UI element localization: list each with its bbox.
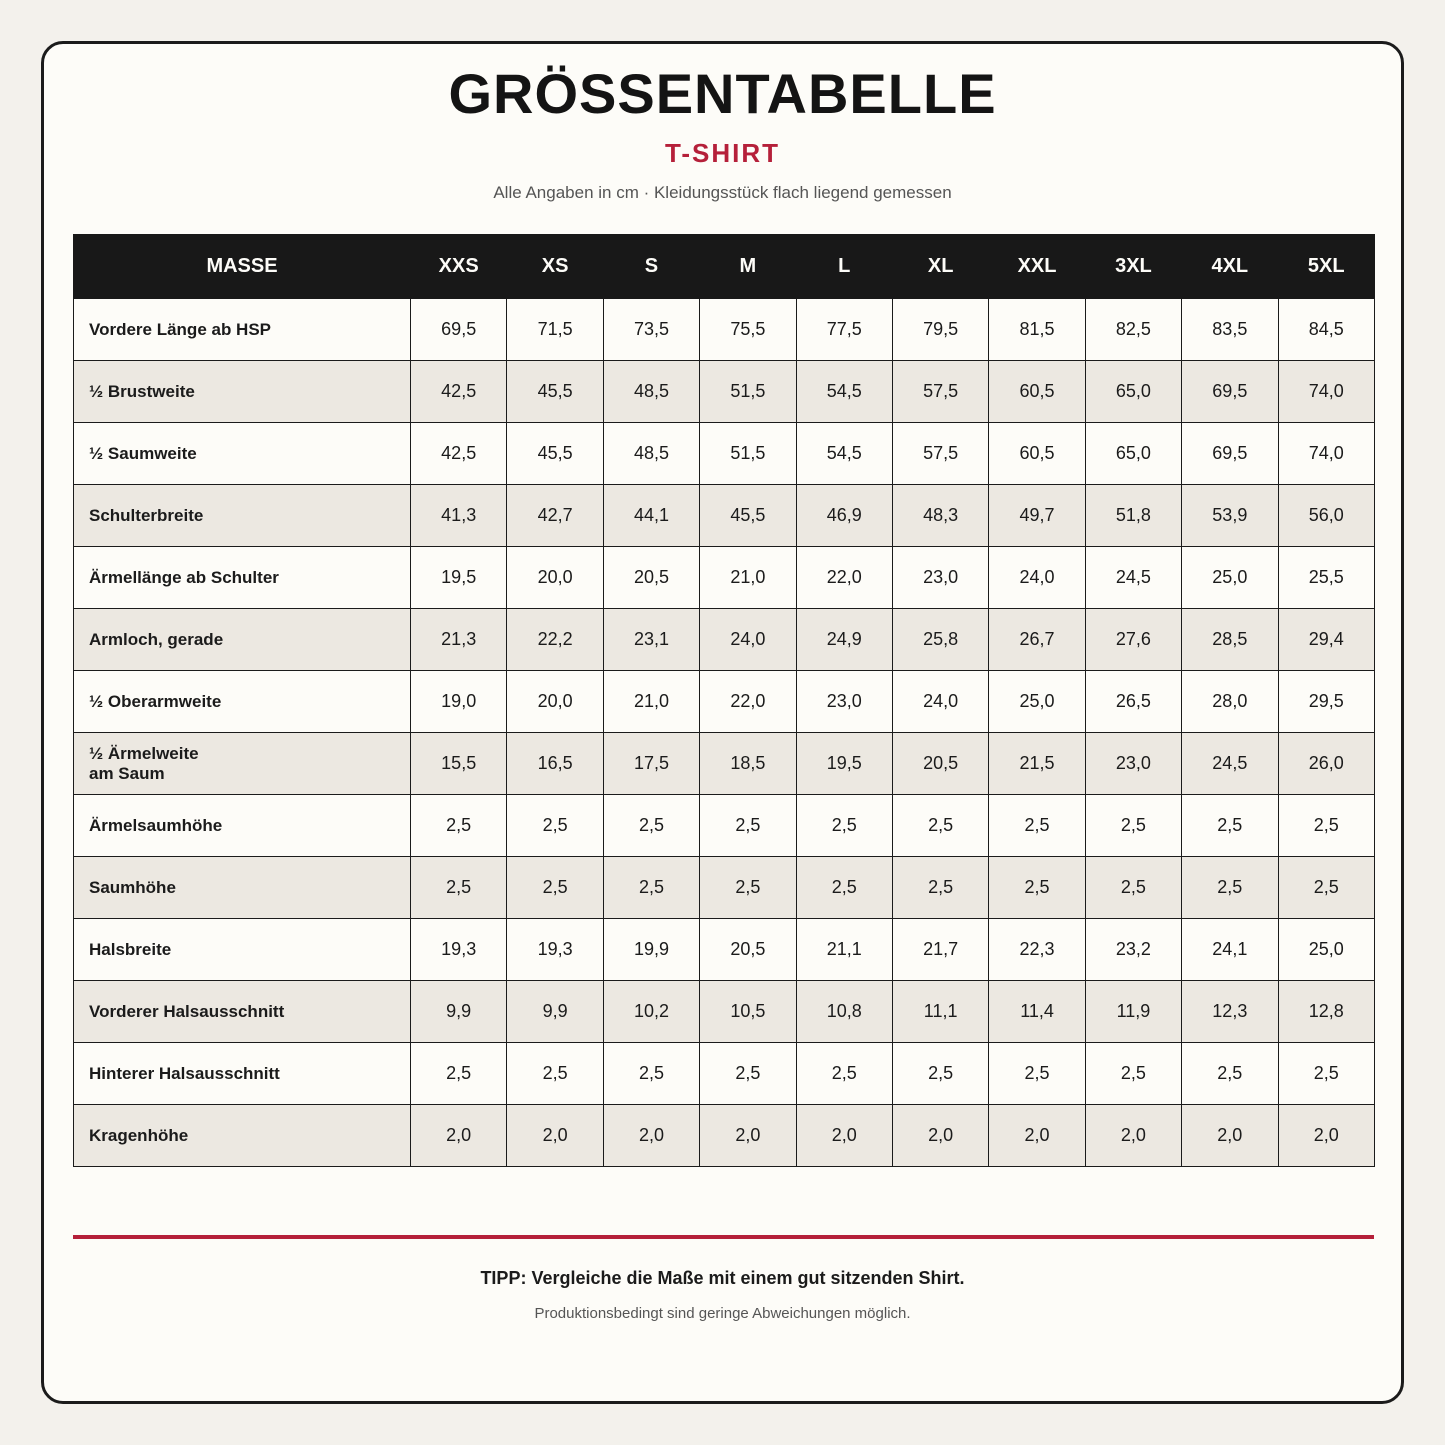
table-cell: 2,5 xyxy=(411,1043,507,1105)
table-cell: 2,5 xyxy=(507,857,603,919)
table-cell: 42,5 xyxy=(411,361,507,423)
table-cell: 17,5 xyxy=(603,733,699,795)
table-cell: 24,0 xyxy=(892,671,988,733)
table-cell: 20,0 xyxy=(507,671,603,733)
table-cell: 2,5 xyxy=(1182,857,1278,919)
table-cell: 48,5 xyxy=(603,361,699,423)
table-cell: 83,5 xyxy=(1182,299,1278,361)
column-header-size: 5XL xyxy=(1278,235,1374,299)
table-cell: 21,1 xyxy=(796,919,892,981)
table-row xyxy=(74,1105,1375,1167)
table-cell: 51,5 xyxy=(700,423,796,485)
table-cell: 69,5 xyxy=(411,299,507,361)
row-label: Schulterbreite xyxy=(74,485,411,547)
table-cell: 45,5 xyxy=(507,361,603,423)
table-cell: 2,5 xyxy=(603,1043,699,1105)
table-cell: 25,8 xyxy=(892,609,988,671)
table-cell: 2,5 xyxy=(1278,857,1374,919)
table-cell: 16,5 xyxy=(507,733,603,795)
table-cell: 74,0 xyxy=(1278,423,1374,485)
table-cell: 23,0 xyxy=(796,671,892,733)
table-cell: 25,5 xyxy=(1278,547,1374,609)
table-cell: 51,5 xyxy=(700,361,796,423)
table-cell: 57,5 xyxy=(892,361,988,423)
column-header-size: 4XL xyxy=(1182,235,1278,299)
table-cell: 56,0 xyxy=(1278,485,1374,547)
table-cell: 2,5 xyxy=(796,795,892,857)
column-header-measure: MASSE xyxy=(74,235,411,299)
table-cell: 77,5 xyxy=(796,299,892,361)
table-cell: 19,0 xyxy=(411,671,507,733)
table-cell: 28,5 xyxy=(1182,609,1278,671)
page-title: GRÖSSENTABELLE xyxy=(448,62,997,125)
table-cell: 69,5 xyxy=(1182,423,1278,485)
table-cell: 42,7 xyxy=(507,485,603,547)
table-cell: 48,3 xyxy=(892,485,988,547)
table-cell: 11,9 xyxy=(1085,981,1181,1043)
table-cell: 48,5 xyxy=(603,423,699,485)
fine-print: Produktionsbedingt sind geringe Abweichungen möglich. xyxy=(534,1305,911,1322)
table-cell: 2,5 xyxy=(1278,1043,1374,1105)
table-cell: 19,5 xyxy=(796,733,892,795)
row-label: Hinterer Halsausschnitt xyxy=(74,1043,411,1105)
row-label: Vorderer Halsausschnitt xyxy=(74,981,411,1043)
table-cell: 26,5 xyxy=(1085,671,1181,733)
measurement-note: Alle Angaben in cm · Kleidungsstück flach liegend gemessen xyxy=(493,183,952,202)
table-cell: 29,4 xyxy=(1278,609,1374,671)
table-row xyxy=(74,485,1375,547)
table-cell: 23,1 xyxy=(603,609,699,671)
table-cell: 2,5 xyxy=(603,795,699,857)
table-cell: 42,5 xyxy=(411,423,507,485)
table-cell: 2,0 xyxy=(507,1105,603,1167)
table-cell: 57,5 xyxy=(892,423,988,485)
table-cell: 65,0 xyxy=(1085,423,1181,485)
table-cell: 9,9 xyxy=(411,981,507,1043)
table-row xyxy=(74,299,1375,361)
table-cell: 69,5 xyxy=(1182,361,1278,423)
table-cell: 25,0 xyxy=(989,671,1085,733)
table-cell: 2,0 xyxy=(892,1105,988,1167)
table-cell: 54,5 xyxy=(796,361,892,423)
table-cell: 71,5 xyxy=(507,299,603,361)
table-cell: 11,1 xyxy=(892,981,988,1043)
table-cell: 2,0 xyxy=(989,1105,1085,1167)
table-row xyxy=(74,547,1375,609)
table-cell: 23,2 xyxy=(1085,919,1181,981)
row-label: Halsbreite xyxy=(74,919,411,981)
table-cell: 20,0 xyxy=(507,547,603,609)
table-body xyxy=(74,299,1375,1167)
table-cell: 22,2 xyxy=(507,609,603,671)
table-cell: 54,5 xyxy=(796,423,892,485)
row-label: Armloch, gerade xyxy=(74,609,411,671)
table-cell: 21,5 xyxy=(989,733,1085,795)
table-cell: 41,3 xyxy=(411,485,507,547)
table-row xyxy=(74,919,1375,981)
table-cell: 2,5 xyxy=(892,857,988,919)
table-cell: 49,7 xyxy=(989,485,1085,547)
table-cell: 23,0 xyxy=(1085,733,1181,795)
table-cell: 2,5 xyxy=(411,795,507,857)
accent-divider xyxy=(73,1235,1374,1239)
table-cell: 21,0 xyxy=(700,547,796,609)
row-label: ½ Oberarmweite xyxy=(74,671,411,733)
table-cell: 10,2 xyxy=(603,981,699,1043)
row-label: Ärmelsaumhöhe xyxy=(74,795,411,857)
table-cell: 2,5 xyxy=(796,1043,892,1105)
table-cell: 10,5 xyxy=(700,981,796,1043)
table-cell: 23,0 xyxy=(892,547,988,609)
table-cell: 79,5 xyxy=(892,299,988,361)
table-cell: 2,5 xyxy=(1085,795,1181,857)
table-cell: 2,5 xyxy=(989,795,1085,857)
table-cell: 2,0 xyxy=(1278,1105,1374,1167)
table-cell: 24,9 xyxy=(796,609,892,671)
table-cell: 44,1 xyxy=(603,485,699,547)
size-chart-card xyxy=(41,41,1404,1404)
table-cell: 25,0 xyxy=(1278,919,1374,981)
table-cell: 2,5 xyxy=(989,857,1085,919)
table-cell: 51,8 xyxy=(1085,485,1181,547)
table-row xyxy=(74,609,1375,671)
table-cell: 26,7 xyxy=(989,609,1085,671)
table-cell: 9,9 xyxy=(507,981,603,1043)
table-cell: 81,5 xyxy=(989,299,1085,361)
table-cell: 60,5 xyxy=(989,361,1085,423)
table-cell: 12,3 xyxy=(1182,981,1278,1043)
table-cell: 11,4 xyxy=(989,981,1085,1043)
table-cell: 19,9 xyxy=(603,919,699,981)
table-cell: 45,5 xyxy=(700,485,796,547)
table-cell: 65,0 xyxy=(1085,361,1181,423)
table-cell: 21,3 xyxy=(411,609,507,671)
table-row xyxy=(74,361,1375,423)
table-cell: 19,3 xyxy=(411,919,507,981)
table-cell: 2,0 xyxy=(796,1105,892,1167)
table-cell: 84,5 xyxy=(1278,299,1374,361)
table-row xyxy=(74,795,1375,857)
table-cell: 2,5 xyxy=(1278,795,1374,857)
table-cell: 2,5 xyxy=(1085,857,1181,919)
table-cell: 2,5 xyxy=(507,1043,603,1105)
table-cell: 21,0 xyxy=(603,671,699,733)
column-header-size: XL xyxy=(892,235,988,299)
column-header-size: XXS xyxy=(411,235,507,299)
table-cell: 19,3 xyxy=(507,919,603,981)
table-row xyxy=(74,733,1375,795)
table-cell: 60,5 xyxy=(989,423,1085,485)
table-cell: 2,5 xyxy=(989,1043,1085,1105)
table-cell: 20,5 xyxy=(700,919,796,981)
size-table xyxy=(73,234,1375,1167)
column-header-size: XS xyxy=(507,235,603,299)
product-subtitle: T-SHIRT xyxy=(664,138,781,168)
table-cell: 2,5 xyxy=(507,795,603,857)
table-cell: 2,0 xyxy=(1182,1105,1278,1167)
row-label: Saumhöhe xyxy=(74,857,411,919)
table-cell: 12,8 xyxy=(1278,981,1374,1043)
table-cell: 15,5 xyxy=(411,733,507,795)
table-cell: 82,5 xyxy=(1085,299,1181,361)
table-cell: 25,0 xyxy=(1182,547,1278,609)
table-cell: 45,5 xyxy=(507,423,603,485)
column-header-size: XXL xyxy=(989,235,1085,299)
row-label: Vordere Länge ab HSP xyxy=(74,299,411,361)
table-cell: 2,5 xyxy=(700,857,796,919)
table-cell: 20,5 xyxy=(892,733,988,795)
table-cell: 27,6 xyxy=(1085,609,1181,671)
column-header-size: 3XL xyxy=(1085,235,1181,299)
table-cell: 75,5 xyxy=(700,299,796,361)
table-cell: 29,5 xyxy=(1278,671,1374,733)
table-cell: 19,5 xyxy=(411,547,507,609)
table-cell: 2,5 xyxy=(700,795,796,857)
table-cell: 24,1 xyxy=(1182,919,1278,981)
table-cell: 73,5 xyxy=(603,299,699,361)
table-cell: 22,3 xyxy=(989,919,1085,981)
table-row xyxy=(74,981,1375,1043)
table-cell: 46,9 xyxy=(796,485,892,547)
table-cell: 2,5 xyxy=(1182,1043,1278,1105)
row-label: Ärmellänge ab Schulter xyxy=(74,547,411,609)
table-cell: 18,5 xyxy=(700,733,796,795)
table-cell: 2,0 xyxy=(411,1105,507,1167)
table-cell: 20,5 xyxy=(603,547,699,609)
table-cell: 2,5 xyxy=(1182,795,1278,857)
table-cell: 2,5 xyxy=(411,857,507,919)
table-cell: 26,0 xyxy=(1278,733,1374,795)
table-cell: 2,5 xyxy=(603,857,699,919)
table-cell: 21,7 xyxy=(892,919,988,981)
table-cell: 74,0 xyxy=(1278,361,1374,423)
table-cell: 2,5 xyxy=(892,795,988,857)
table-cell: 22,0 xyxy=(796,547,892,609)
tip-text: TIPP: Vergleiche die Maße mit einem gut sitzenden Shirt. xyxy=(480,1268,965,1288)
table-cell: 53,9 xyxy=(1182,485,1278,547)
table-cell: 24,5 xyxy=(1182,733,1278,795)
row-label: ½ Ärmelweite am Saum xyxy=(74,733,411,795)
table-row xyxy=(74,671,1375,733)
table-cell: 24,0 xyxy=(700,609,796,671)
column-header-size: M xyxy=(700,235,796,299)
table-header-row xyxy=(74,235,1375,299)
table-cell: 2,5 xyxy=(892,1043,988,1105)
row-label: ½ Saumweite xyxy=(74,423,411,485)
table-row xyxy=(74,857,1375,919)
table-cell: 22,0 xyxy=(700,671,796,733)
table-cell: 2,0 xyxy=(700,1105,796,1167)
table-cell: 24,0 xyxy=(989,547,1085,609)
row-label: ½ Brustweite xyxy=(74,361,411,423)
table-cell: 10,8 xyxy=(796,981,892,1043)
table-cell: 2,0 xyxy=(603,1105,699,1167)
table-row xyxy=(74,423,1375,485)
table-cell: 2,5 xyxy=(796,857,892,919)
column-header-size: S xyxy=(603,235,699,299)
table-cell: 2,0 xyxy=(1085,1105,1181,1167)
table-cell: 2,5 xyxy=(700,1043,796,1105)
table-cell: 24,5 xyxy=(1085,547,1181,609)
row-label: Kragenhöhe xyxy=(74,1105,411,1167)
table-cell: 2,5 xyxy=(1085,1043,1181,1105)
table-row xyxy=(74,1043,1375,1105)
column-header-size: L xyxy=(796,235,892,299)
table-cell: 28,0 xyxy=(1182,671,1278,733)
